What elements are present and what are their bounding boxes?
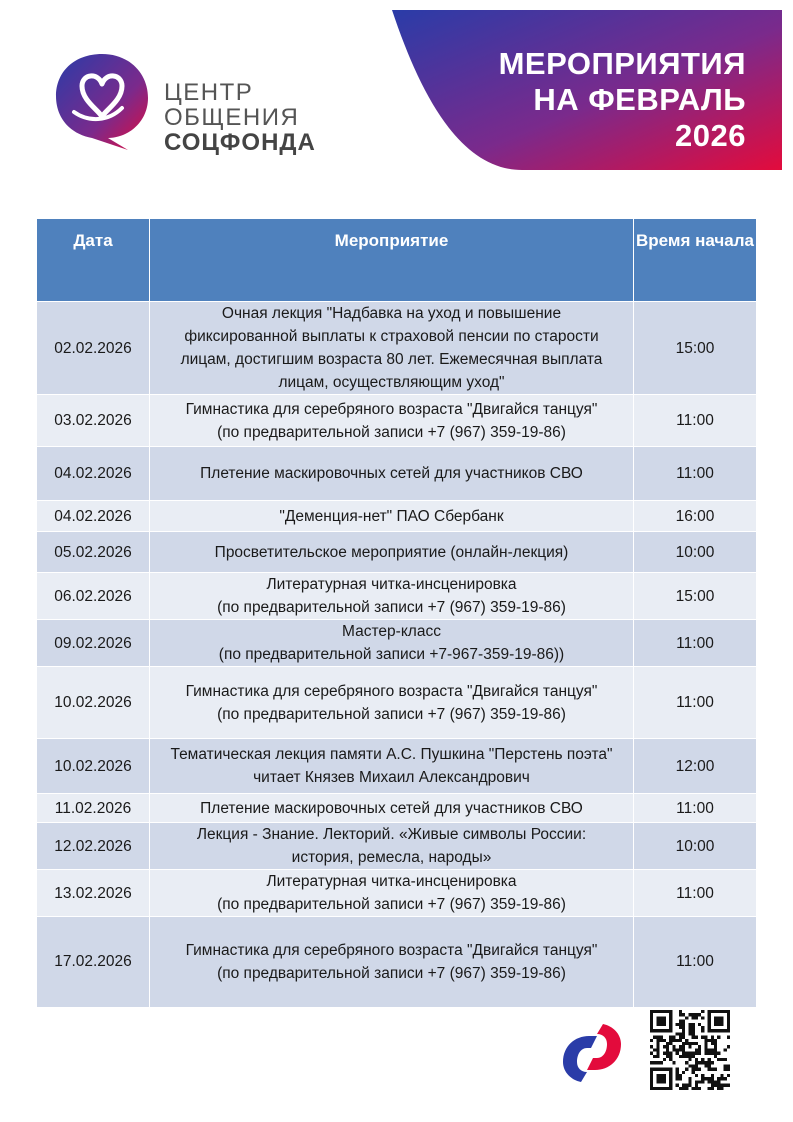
cell-event — [150, 501, 634, 532]
cell-date: 09.02.2026 — [37, 620, 150, 667]
cell-time: 16:00 — [634, 501, 757, 532]
cell-date: 10.02.2026 — [37, 667, 150, 739]
cell-date: 04.02.2026 — [37, 447, 150, 501]
event-line: Гимнастика для серебряного возраста "Двигайся танцуя" — [185, 682, 598, 700]
logo-text — [164, 80, 316, 155]
table-row — [37, 447, 756, 501]
event-line: лицам, достигшим возраста 80 лет. Ежемесячная выплата — [180, 351, 603, 368]
cell-time: 12:00 — [634, 739, 757, 794]
event-line: (по предварительной записи +7 (967) 359-19-86) — [217, 705, 566, 723]
table-row — [37, 532, 756, 573]
logo-line-1: ЦЕНТР — [164, 79, 254, 106]
socfond-logo-icon — [557, 1022, 627, 1084]
event-line: Гимнастика для серебряного возраста "Двигайся танцуя" — [185, 941, 598, 959]
header-time-line-1: Время — [635, 231, 691, 250]
cell-event — [150, 573, 634, 620]
cell-event — [150, 532, 634, 573]
header-time-line-2: начала — [695, 231, 754, 250]
cell-time: 15:00 — [634, 573, 757, 620]
qr-code-icon — [650, 1010, 730, 1090]
cell-time: 11:00 — [634, 870, 757, 917]
title-banner — [392, 10, 782, 170]
cell-date: 11.02.2026 — [37, 794, 150, 823]
table-row — [37, 739, 756, 794]
table-row — [37, 794, 756, 823]
event-line: (по предварительной записи +7 (967) 359-19-86) — [217, 964, 566, 982]
event-line: (по предварительной записи +7 (967) 359-19-86) — [217, 423, 566, 441]
cell-event — [150, 823, 634, 870]
cell-date: 12.02.2026 — [37, 823, 150, 870]
table-row — [37, 501, 756, 532]
cell-event — [150, 667, 634, 739]
heart-logo-icon — [52, 46, 152, 156]
cell-event — [150, 917, 634, 1007]
cell-date: 17.02.2026 — [37, 917, 150, 1007]
cell-time: 10:00 — [634, 823, 757, 870]
event-line: Мастер-класс — [342, 623, 441, 640]
event-line: лицам, осуществляющим уход" — [278, 374, 505, 391]
table-row — [37, 573, 756, 620]
header-event: Мероприятие — [150, 219, 634, 302]
cell-date: 10.02.2026 — [37, 739, 150, 794]
event-line: читает Князев Михаил Александрович — [253, 769, 530, 786]
cell-time: 11:00 — [634, 395, 757, 447]
title-line-1: МЕРОПРИЯТИЯ — [498, 46, 746, 81]
cell-time: 10:00 — [634, 532, 757, 573]
schedule-table — [37, 219, 756, 1007]
table-row — [37, 870, 756, 917]
page-title — [416, 46, 746, 154]
title-line-3: 2026 — [675, 118, 746, 153]
table-header-row — [37, 219, 756, 302]
table-body — [37, 302, 756, 1007]
header-date: Дата — [37, 219, 150, 302]
logo-line-3: СОЦФОНДА — [164, 129, 316, 156]
table-row — [37, 302, 756, 395]
table-row — [37, 823, 756, 870]
event-line: (по предварительной записи +7 (967) 359-19-86) — [217, 599, 566, 616]
cell-date: 04.02.2026 — [37, 501, 150, 532]
event-line: Очная лекция "Надбавка на уход и повышение — [221, 305, 562, 322]
cell-event — [150, 395, 634, 447]
cell-time: 11:00 — [634, 794, 757, 823]
event-line: Литературная читка-инсценировка — [266, 873, 517, 890]
event-line: история, ремесла, народы» — [291, 849, 492, 866]
event-line: фиксированной выплаты к страховой пенсии по старости — [184, 328, 599, 345]
cell-event — [150, 302, 634, 395]
cell-date: 02.02.2026 — [37, 302, 150, 395]
cell-date: 13.02.2026 — [37, 870, 150, 917]
event-line: (по предварительной записи +7 (967) 359-19-86) — [217, 896, 566, 913]
event-line: Гимнастика для серебряного возраста "Двигайся танцуя" — [185, 400, 598, 418]
event-line: Просветительское мероприятие (онлайн-лекция) — [214, 543, 569, 561]
table-row — [37, 395, 756, 447]
cell-date: 06.02.2026 — [37, 573, 150, 620]
cell-date: 05.02.2026 — [37, 532, 150, 573]
event-line: Лекция - Знание. Лекторий. «Живые символы России: — [196, 826, 587, 843]
event-line: Плетение маскировочных сетей для участников СВО — [200, 465, 583, 482]
cell-time: 15:00 — [634, 302, 757, 395]
cell-time: 11:00 — [634, 620, 757, 667]
event-line: Тематическая лекция памяти А.С. Пушкина "Перстень поэта" — [170, 746, 613, 763]
table-row — [37, 917, 756, 1007]
header-time — [634, 219, 757, 302]
cell-event — [150, 794, 634, 823]
cell-event — [150, 739, 634, 794]
event-line: Плетение маскировочных сетей для участников СВО — [200, 799, 583, 817]
cell-time: 11:00 — [634, 667, 757, 739]
cell-time: 11:00 — [634, 917, 757, 1007]
event-line: (по предварительной записи +7-967-359-19-86)) — [218, 646, 565, 663]
table-row — [37, 667, 756, 739]
cell-time: 11:00 — [634, 447, 757, 501]
table-row — [37, 620, 756, 667]
cell-event — [150, 870, 634, 917]
event-line: Литературная читка-инсценировка — [266, 576, 517, 593]
logo-line-2: ОБЩЕНИЯ — [164, 104, 300, 131]
title-line-2: НА ФЕВРАЛЬ — [533, 82, 746, 117]
cell-event — [150, 620, 634, 667]
cell-date: 03.02.2026 — [37, 395, 150, 447]
event-line: "Деменция-нет" ПАО Сбербанк — [279, 507, 504, 525]
cell-event — [150, 447, 634, 501]
